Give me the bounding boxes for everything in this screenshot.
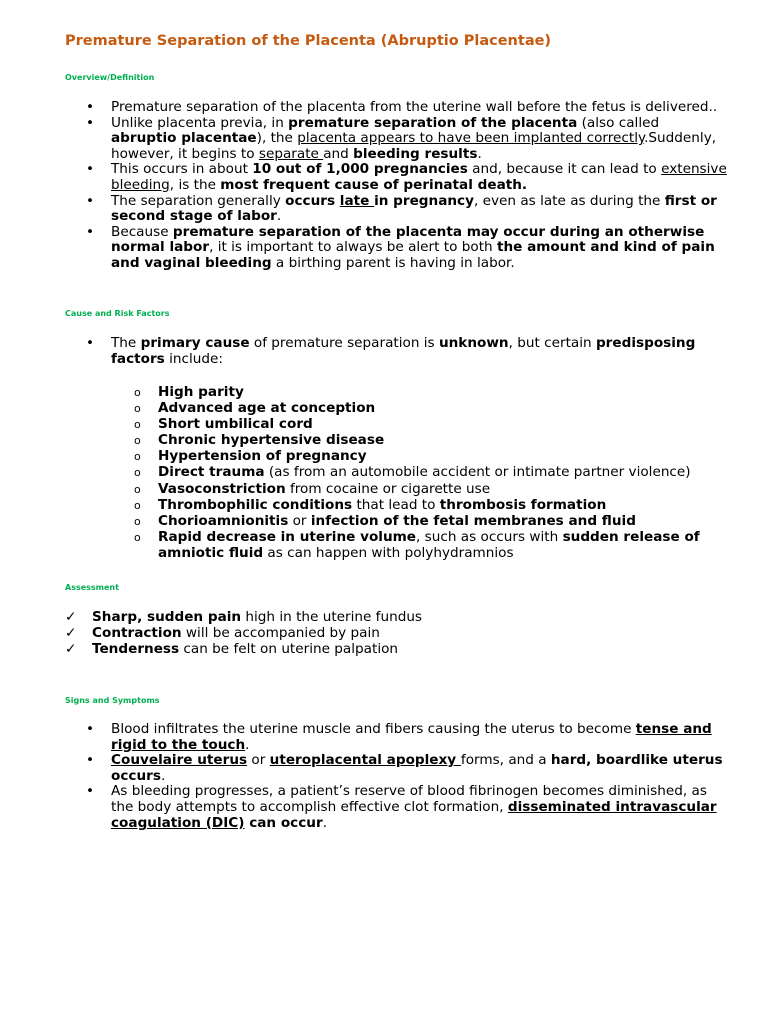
- text-run: .Suddenly, however, it begins to: [111, 130, 717, 162]
- text-run: The: [111, 335, 141, 351]
- text-run: from cocaine or cigarette use: [285, 480, 491, 497]
- sub-bullet-marker: o: [134, 466, 141, 480]
- text-run: tense and rigid to the touch: [111, 721, 712, 753]
- text-run: can occur: [244, 814, 323, 831]
- sub-list-item: [0, 513, 728, 529]
- bullet-marker: •: [86, 192, 95, 209]
- assessment-list: [0, 610, 422, 657]
- text-run: Short umbilical cord: [158, 416, 313, 433]
- text-run: sudden release of amniotic fluid: [158, 528, 700, 561]
- overview-heading: Overview/Definition: [65, 73, 155, 82]
- text-run: Thrombophilic conditions: [158, 496, 353, 513]
- text-run: , but certain: [508, 335, 596, 351]
- sub-bullet-marker: o: [134, 514, 141, 528]
- text-run: Blood infiltrates the uterine muscle and fibers causing the uterus to become: [111, 721, 636, 737]
- text-run: .: [160, 767, 166, 784]
- risk-factor-list: [0, 384, 728, 561]
- text-run: .: [276, 208, 282, 225]
- text-run: as can happen with polyhydramnios: [263, 544, 514, 561]
- sub-list-item-text: [158, 497, 606, 513]
- text-run: uteroplacental apoplexy: [269, 752, 461, 769]
- text-run: most frequent cause of perinatal death.: [220, 176, 528, 193]
- sub-bullet-marker: o: [134, 418, 141, 432]
- text-run: in pregnancy: [374, 192, 474, 209]
- text-run: .: [245, 736, 250, 753]
- sub-bullet-marker: o: [134, 530, 141, 544]
- text-run: Tenderness: [92, 640, 180, 657]
- text-run: Chorioamnionitis: [158, 512, 289, 529]
- sub-bullet-marker: o: [134, 450, 141, 464]
- list-item: [0, 100, 728, 116]
- list-item-text: [111, 224, 715, 271]
- checkmark-icon: ✓: [65, 609, 77, 625]
- text-run: Hypertension of pregnancy: [158, 448, 367, 465]
- checklist-item: [0, 642, 422, 658]
- list-item: [0, 116, 728, 163]
- causes-list: [0, 336, 728, 367]
- text-run: will be accompanied by pain: [181, 624, 380, 641]
- bullet-marker: •: [86, 335, 95, 351]
- sub-list-item-text: [158, 513, 636, 529]
- sub-list-item-text: [158, 529, 700, 561]
- text-run: first or second stage of labor: [111, 192, 717, 225]
- text-run: predisposing factors: [111, 335, 696, 367]
- text-run: ), the: [256, 130, 298, 147]
- sub-list-item: [0, 529, 728, 561]
- text-run: The separation generally: [111, 192, 286, 209]
- list-item: [0, 753, 728, 784]
- list-item: [0, 162, 728, 193]
- sub-list-item-text: [158, 400, 375, 416]
- assessment-heading: Assessment: [65, 583, 119, 592]
- sub-list-item-text: [158, 481, 490, 497]
- document-title: Premature Separation of the Placenta (Abruptio Placentae): [65, 33, 552, 49]
- checkmark-icon: ✓: [65, 624, 77, 641]
- text-run: , it is important to always be alert to both: [209, 239, 497, 256]
- text-run: extensive bleeding: [111, 161, 727, 193]
- list-item-text: [111, 335, 695, 367]
- sub-list-item: [0, 416, 728, 432]
- checklist-item-text: [92, 625, 380, 641]
- text-run: forms, and a: [460, 752, 551, 769]
- text-run: and: [323, 145, 354, 162]
- sub-list-item-text: [158, 432, 384, 448]
- list-item-text: [111, 193, 717, 225]
- text-run: High parity: [158, 384, 244, 400]
- text-run: that lead to: [352, 496, 440, 513]
- text-run: As bleeding progresses, a patient’s reserve of blood fibrinogen becomes diminished, as the body attempts to accomplish effective clot formation,: [111, 783, 707, 815]
- bullet-marker: •: [86, 752, 95, 769]
- text-run: include:: [164, 350, 223, 367]
- text-run: Chronic hypertensive disease: [158, 432, 385, 449]
- list-item: [0, 194, 728, 225]
- text-run: , even as late as during the: [473, 192, 665, 209]
- text-run: (as from an automobile accident or intimate partner violence): [264, 464, 691, 481]
- sub-list-item: [0, 497, 728, 513]
- sub-bullet-marker: o: [134, 402, 141, 416]
- list-item-text: [111, 99, 717, 115]
- text-run: This occurs in about: [111, 161, 253, 178]
- text-run: premature separation of the placenta may occur during an otherwise normal labor: [111, 223, 705, 256]
- text-run: Sharp, sudden pain: [92, 609, 242, 625]
- sub-bullet-marker: o: [134, 482, 141, 496]
- text-run: high in the uterine fundus: [241, 609, 423, 625]
- sub-list-item: [0, 464, 728, 480]
- sub-list-item-text: [158, 448, 367, 464]
- text-run: unknown: [438, 335, 509, 351]
- sub-list-item-text: [158, 464, 691, 480]
- bullet-marker: •: [86, 783, 95, 800]
- list-item: [0, 784, 728, 831]
- sub-list-item: [0, 481, 728, 497]
- text-run: .: [477, 145, 482, 162]
- text-run: can be felt on uterine palpation: [179, 640, 399, 657]
- sub-bullet-marker: o: [134, 434, 141, 448]
- text-run: bleeding results: [353, 145, 478, 162]
- list-item-text: [111, 721, 712, 753]
- text-run: hard, boardlike uterus occurs: [111, 752, 723, 784]
- text-run: Rapid decrease in uterine volume: [158, 528, 417, 545]
- text-run: the amount and kind of pain and vaginal bleeding: [111, 239, 715, 271]
- text-run: separate: [258, 145, 324, 162]
- sub-list-item-text: [158, 416, 313, 432]
- list-item-text: [111, 783, 717, 830]
- text-run: Direct trauma: [158, 464, 265, 481]
- bullet-marker: •: [86, 223, 95, 240]
- bullet-marker: •: [86, 99, 95, 115]
- list-item-text: [111, 161, 727, 193]
- text-run: infection of the fetal membranes and fluid: [310, 512, 636, 529]
- text-run: abruptio placentae: [111, 130, 257, 147]
- text-run: premature separation of the placenta: [288, 114, 578, 131]
- list-item-text: [111, 115, 716, 162]
- signs-list: [0, 722, 728, 831]
- text-run: a birthing parent is having in labor.: [271, 254, 515, 271]
- checklist-item: [0, 626, 422, 642]
- text-run: Advanced age at conception: [158, 400, 376, 417]
- bullet-marker: •: [86, 721, 95, 737]
- sub-bullet-marker: o: [134, 386, 141, 399]
- text-run: or: [247, 752, 270, 769]
- text-run: and, because it can lead to: [467, 161, 662, 178]
- sub-list-item: [0, 448, 728, 464]
- text-run: thrombosis formation: [439, 496, 607, 513]
- text-run: placenta appears to have been implanted correctly: [297, 130, 645, 147]
- text-run: , is the: [169, 176, 221, 193]
- sub-bullet-marker: o: [134, 498, 141, 512]
- checklist-item-text: [92, 641, 398, 657]
- text-run: primary cause: [140, 335, 250, 351]
- bullet-marker: •: [86, 114, 95, 131]
- sub-list-item-text: [158, 384, 244, 400]
- checkmark-icon: ✓: [65, 640, 77, 657]
- text-run: Vasoconstriction: [158, 480, 286, 497]
- text-run: 10 out of 1,000 pregnancies: [252, 161, 468, 178]
- checklist-item: [0, 610, 422, 626]
- overview-list: [0, 100, 728, 272]
- text-run: or: [288, 512, 311, 529]
- signs-heading: Signs and Symptoms: [65, 696, 160, 705]
- text-run: , such as occurs with: [416, 528, 563, 545]
- sub-list-item: [0, 400, 728, 416]
- sub-list-item: [0, 384, 728, 400]
- list-item: [0, 722, 728, 753]
- text-run: Because: [111, 223, 173, 240]
- text-run: occurs: [285, 192, 340, 209]
- text-run: Unlike placenta previa, in: [111, 114, 289, 131]
- list-item-text: [111, 752, 723, 784]
- text-run: Contraction: [92, 624, 182, 641]
- sub-list-item: [0, 432, 728, 448]
- causes-heading: Cause and Risk Factors: [65, 309, 170, 318]
- checklist-item-text: [92, 609, 422, 625]
- text-run: late: [339, 192, 375, 209]
- list-item: [0, 336, 728, 367]
- text-run: Couvelaire uterus: [111, 752, 248, 769]
- list-item: [0, 225, 728, 272]
- text-run: of premature separation is: [249, 335, 439, 351]
- bullet-marker: •: [86, 161, 95, 178]
- text-run: disseminated intravascular coagulation (DIC): [111, 798, 717, 831]
- text-run: (also called: [577, 114, 660, 131]
- text-run: Premature separation of the placenta from the uterine wall before the fetus is delivered..: [111, 99, 718, 115]
- text-run: .: [322, 814, 328, 831]
